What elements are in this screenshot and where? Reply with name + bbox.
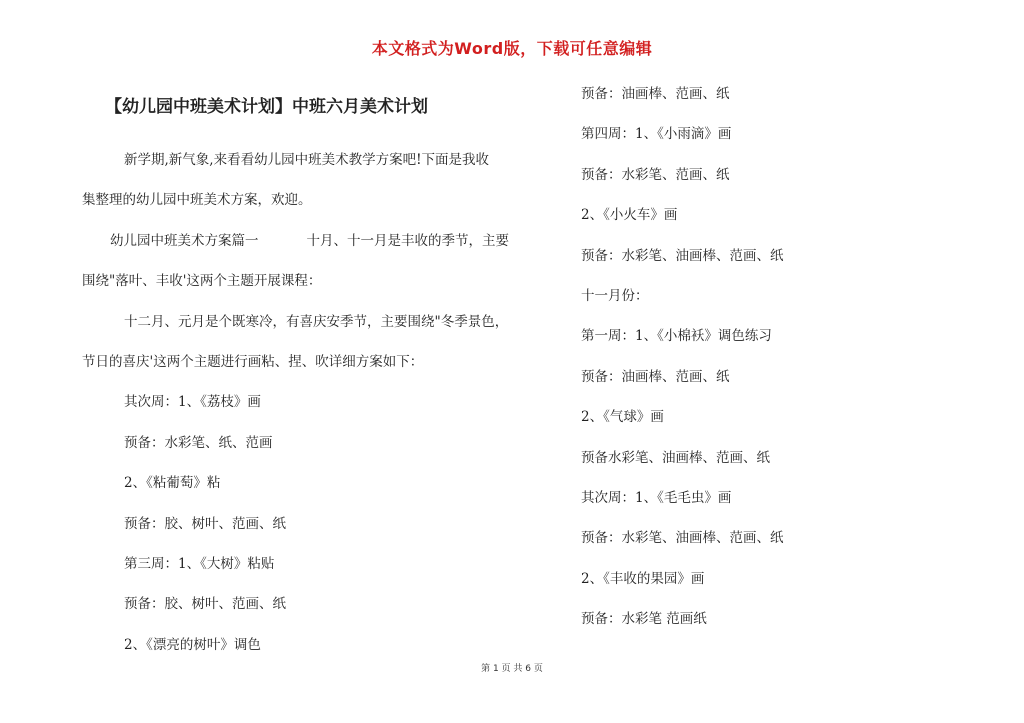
document-title: 【幼儿园中班美术计划】中班六月美术计划 bbox=[105, 97, 428, 117]
list-item: 第四周：1、《小雨滴》画 bbox=[581, 126, 732, 143]
list-item: 预备：水彩笔、范画、纸 bbox=[581, 166, 730, 183]
list-item: 2、《漂亮的树叶》调色 bbox=[124, 636, 261, 653]
list-item: 2、《丰收的果园》画 bbox=[581, 570, 705, 587]
winter-paragraph-line-2: 节日的喜庆'这两个主题进行画粘、捏、吹详细方案如下： bbox=[82, 354, 424, 371]
list-item: 2、《粘葡萄》粘 bbox=[124, 475, 221, 492]
plan-paragraph-line-2: 围绕"落叶、丰收'这两个主题开展课程： bbox=[82, 273, 322, 290]
plan-heading: 幼儿园中班美术方案篇一 bbox=[110, 232, 259, 249]
winter-paragraph-line-1: 十二月、元月是个既寒冷，有喜庆安季节，主要围绕"冬季景色， bbox=[124, 313, 509, 330]
list-item: 2、《气球》画 bbox=[581, 409, 664, 426]
list-item: 其次周：1、《毛毛虫》画 bbox=[581, 490, 732, 507]
plan-intro-text: 十月、十一月是丰收的季节，主要 bbox=[306, 232, 509, 249]
left-column bbox=[82, 140, 522, 665]
intro-line-2: 集整理的幼儿园中班美术方案，欢迎。 bbox=[82, 192, 312, 209]
right-column bbox=[581, 74, 961, 640]
download-banner: 本文格式为Word版，下载可任意编辑 bbox=[371, 39, 653, 58]
list-item: 其次周：1、《荔枝》画 bbox=[124, 394, 261, 411]
list-item: 预备水彩笔、油画棒、范画、纸 bbox=[581, 449, 770, 466]
list-item: 预备：胶、树叶、范画、纸 bbox=[124, 596, 286, 613]
list-item: 预备：水彩笔 范画纸 bbox=[581, 611, 707, 628]
list-item: 预备：水彩笔、纸、范画 bbox=[124, 434, 273, 451]
list-item: 预备：油画棒、范画、纸 bbox=[581, 86, 730, 102]
list-item: 第三周：1、《大树》粘贴 bbox=[124, 556, 275, 573]
list-item: 2、《小火车》画 bbox=[581, 207, 678, 224]
page-number: 第 1 页 共 6 页 bbox=[481, 664, 543, 674]
list-item: 第一周：1、《小棉袄》调色练习 bbox=[581, 328, 772, 345]
list-item: 预备：水彩笔、油画棒、范画、纸 bbox=[581, 247, 784, 264]
list-item: 预备：油画棒、范画、纸 bbox=[581, 368, 730, 385]
list-item: 预备：胶、树叶、范画、纸 bbox=[124, 515, 286, 532]
list-item: 预备：水彩笔、油画棒、范画、纸 bbox=[581, 530, 784, 547]
intro-line-1: 新学期,新气象,来看看幼儿园中班美术教学方案吧!下面是我收 bbox=[124, 152, 490, 168]
month-heading: 十一月份： bbox=[581, 288, 649, 305]
plan-paragraph-line-1 bbox=[82, 221, 522, 261]
